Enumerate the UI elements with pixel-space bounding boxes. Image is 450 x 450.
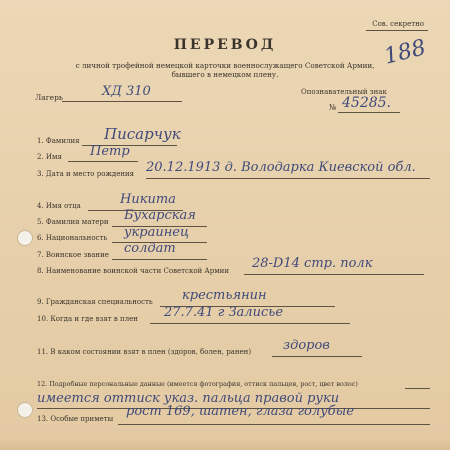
field-captured-value: 27.7.41 г Залисье: [164, 305, 284, 320]
punch-hole-upper: [17, 230, 33, 246]
document-subtitle-line-1: с личной трофейной немецкой карточки военнослужащего Советской Армии,: [75, 61, 375, 70]
field-profession-value: крестьянин: [182, 288, 267, 303]
id-tag-label: Опознавательный знак: [301, 88, 387, 96]
classification-stamp: Сов. секретно: [372, 20, 424, 28]
id-tag-prefix: №: [329, 103, 337, 112]
id-tag-value: 45285.: [342, 95, 391, 111]
field-birth-label: 3. Дата и место рождения: [37, 170, 135, 178]
field-condition-value: здоров: [283, 338, 330, 353]
field-surname-value: Писарчук: [104, 125, 181, 143]
page-bottom-edge: [0, 438, 450, 450]
field-name-label: 2. Имя: [37, 153, 62, 161]
field-personal-data-value: имеется оттиск указ. пальца правой руки: [37, 391, 340, 406]
field-birth-value: 20.12.1913 д. Володарка Киевской обл.: [146, 160, 416, 175]
field-captured-underline: [150, 323, 350, 324]
document-subtitle-line-2: бывшего в немецком плену.: [171, 70, 279, 79]
field-personal-data-label: 12. Подробные персональные данные (имеется фотография, оттиск пальцев, рост, цвет волос): [37, 380, 358, 388]
field-surname-label: 1. Фамилия: [37, 137, 80, 145]
field-nationality-label: 6. Национальность: [37, 234, 108, 242]
field-profession-label: 9. Гражданская специальность: [37, 298, 153, 306]
field-rank-underline: [112, 259, 207, 260]
field-personal-data-label-underline: [405, 388, 430, 389]
field-mother-label: 5. Фамилия матери: [37, 218, 109, 226]
field-mother-value: Бухарская: [124, 208, 196, 223]
id-tag-underline: [338, 112, 400, 113]
field-rank-label: 7. Воинское звание: [37, 251, 109, 259]
handwritten-archive-number: 188: [381, 35, 429, 70]
field-condition-label: 11. В каком состоянии взят в плен (здоров, болен, ранен): [37, 348, 252, 356]
field-birth-underline: [146, 178, 430, 179]
field-father-value: Никита: [120, 192, 176, 207]
camp-label: Лагерь: [35, 93, 63, 102]
field-condition-underline: [272, 356, 362, 357]
camp-underline: [62, 101, 182, 102]
field-unit-label: 8. Наименование воинской части Советской Армии: [37, 267, 229, 275]
field-father-label: 4. Имя отца: [37, 202, 81, 210]
field-rank-value: солдат: [124, 241, 176, 256]
document-title: ПЕРЕВОД: [173, 37, 277, 53]
field-unit-underline: [244, 274, 424, 275]
field-captured-label: 10. Когда и где взят в плен: [37, 315, 138, 323]
classification-underline: [366, 30, 428, 31]
field-nationality-value: украинец: [124, 225, 190, 240]
field-name-underline: [68, 161, 138, 162]
field-unit-value: 28-D14 стр. полк: [252, 256, 373, 271]
field-features-label: 13. Особые приметы: [37, 415, 114, 423]
field-features-value: рост 169, шатен, глаза голубые: [126, 404, 354, 419]
field-features-underline: [118, 424, 430, 425]
punch-hole-lower: [17, 402, 33, 418]
field-name-value: Петр: [90, 144, 130, 159]
camp-value: ХД 310: [102, 84, 151, 99]
